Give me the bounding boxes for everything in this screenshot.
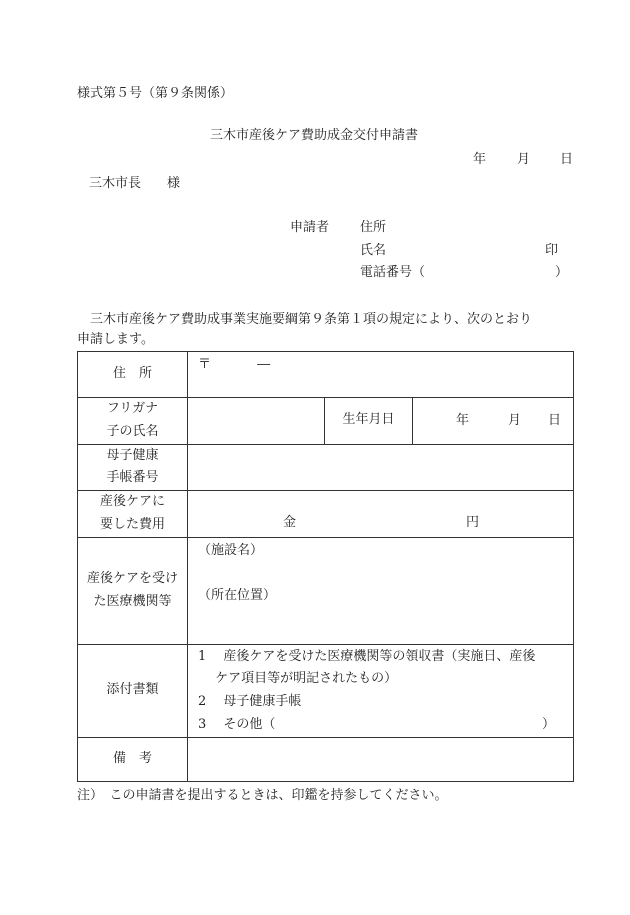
date-day: 日 bbox=[560, 152, 574, 167]
applicant-address-label: 住所 bbox=[360, 220, 387, 235]
handbook-label-line1: 母子健康 bbox=[106, 447, 159, 463]
cost-label bbox=[78, 491, 188, 538]
footer-note: 注） この申請書を提出するときは、印鑑を持参してください。 bbox=[77, 788, 448, 803]
facility-location-label: （所在位置） bbox=[198, 587, 277, 603]
birth-date-field[interactable] bbox=[413, 398, 574, 445]
row-address bbox=[78, 352, 574, 398]
birth-year: 年 bbox=[456, 413, 470, 428]
facility-field[interactable] bbox=[188, 537, 574, 644]
addressee: 三木市長 様 bbox=[89, 176, 181, 191]
birth-month: 月 bbox=[508, 413, 522, 428]
application-form-table bbox=[77, 351, 574, 782]
row-remarks bbox=[78, 737, 574, 781]
cost-kin: 金 bbox=[283, 514, 297, 530]
attachment-item-2: 2 母子健康手帳 bbox=[198, 694, 302, 709]
applicant-phone-label: 電話番号（ bbox=[360, 265, 426, 280]
child-name-label-text: 子の氏名 bbox=[106, 423, 159, 439]
child-name-field[interactable] bbox=[188, 398, 325, 445]
remarks-field[interactable] bbox=[188, 737, 574, 781]
attachments-label: 添付書類 bbox=[78, 644, 188, 737]
child-name-label bbox=[78, 398, 188, 445]
postal-mark: 〒 bbox=[198, 357, 212, 372]
facility-label bbox=[78, 537, 188, 644]
intro-line-1: 三木市産後ケア費助成事業実施要綱第９条第１項の規定により、次のとおり bbox=[90, 312, 533, 327]
applicant-label: 申請者 bbox=[290, 220, 330, 235]
date-month: 月 bbox=[517, 152, 531, 167]
date-year: 年 bbox=[473, 152, 487, 167]
attachment-item-3-row bbox=[198, 714, 573, 737]
address-label: 住 所 bbox=[78, 352, 188, 398]
handbook-number-field[interactable] bbox=[188, 444, 574, 491]
attachment-item-1b: ケア項目等が明記されたもの） bbox=[198, 671, 398, 687]
handbook-label-line2: 手帳番号 bbox=[106, 470, 159, 486]
form-title: 三木市産後ケア費助成金交付申請書 bbox=[210, 128, 419, 143]
cost-label-line1: 産後ケアに bbox=[99, 494, 165, 509]
address-field[interactable] bbox=[188, 352, 574, 398]
cost-field[interactable] bbox=[188, 491, 574, 538]
handbook-label bbox=[78, 444, 188, 491]
attachments-list bbox=[188, 644, 574, 737]
furigana-label: フリガナ bbox=[106, 401, 159, 416]
attachment-item-3: 3 その他（ bbox=[198, 716, 276, 732]
row-facility bbox=[78, 537, 574, 644]
birth-day: 日 bbox=[548, 413, 562, 428]
row-handbook bbox=[78, 444, 574, 491]
applicant-name-label: 氏名 bbox=[360, 243, 387, 258]
cost-yen: 円 bbox=[466, 514, 480, 530]
remarks-label: 備 考 bbox=[78, 737, 188, 781]
cost-label-line2: 要した費用 bbox=[99, 516, 165, 532]
seal-mark: 印 bbox=[545, 243, 559, 258]
row-attachments bbox=[78, 644, 574, 737]
facility-name-label: （施設名） bbox=[198, 542, 264, 558]
intro-line-2: 申請します。 bbox=[77, 332, 154, 347]
birth-date-label: 生年月日 bbox=[325, 398, 413, 445]
facility-label-line1: 産後ケアを受け bbox=[86, 570, 178, 586]
facility-label-line2: た医療機関等 bbox=[93, 593, 172, 609]
applicant-phone-close: ） bbox=[555, 265, 569, 280]
attachment-item-1a: 1 産後ケアを受けた医療機関等の領収書（実施日、産後 bbox=[198, 648, 536, 664]
row-child-name bbox=[78, 398, 574, 445]
postal-dash: ― bbox=[257, 357, 271, 372]
attachment-item-3-close: ） bbox=[541, 716, 555, 732]
row-cost bbox=[78, 491, 574, 538]
form-number: 様式第５号（第９条関係） bbox=[77, 86, 234, 101]
